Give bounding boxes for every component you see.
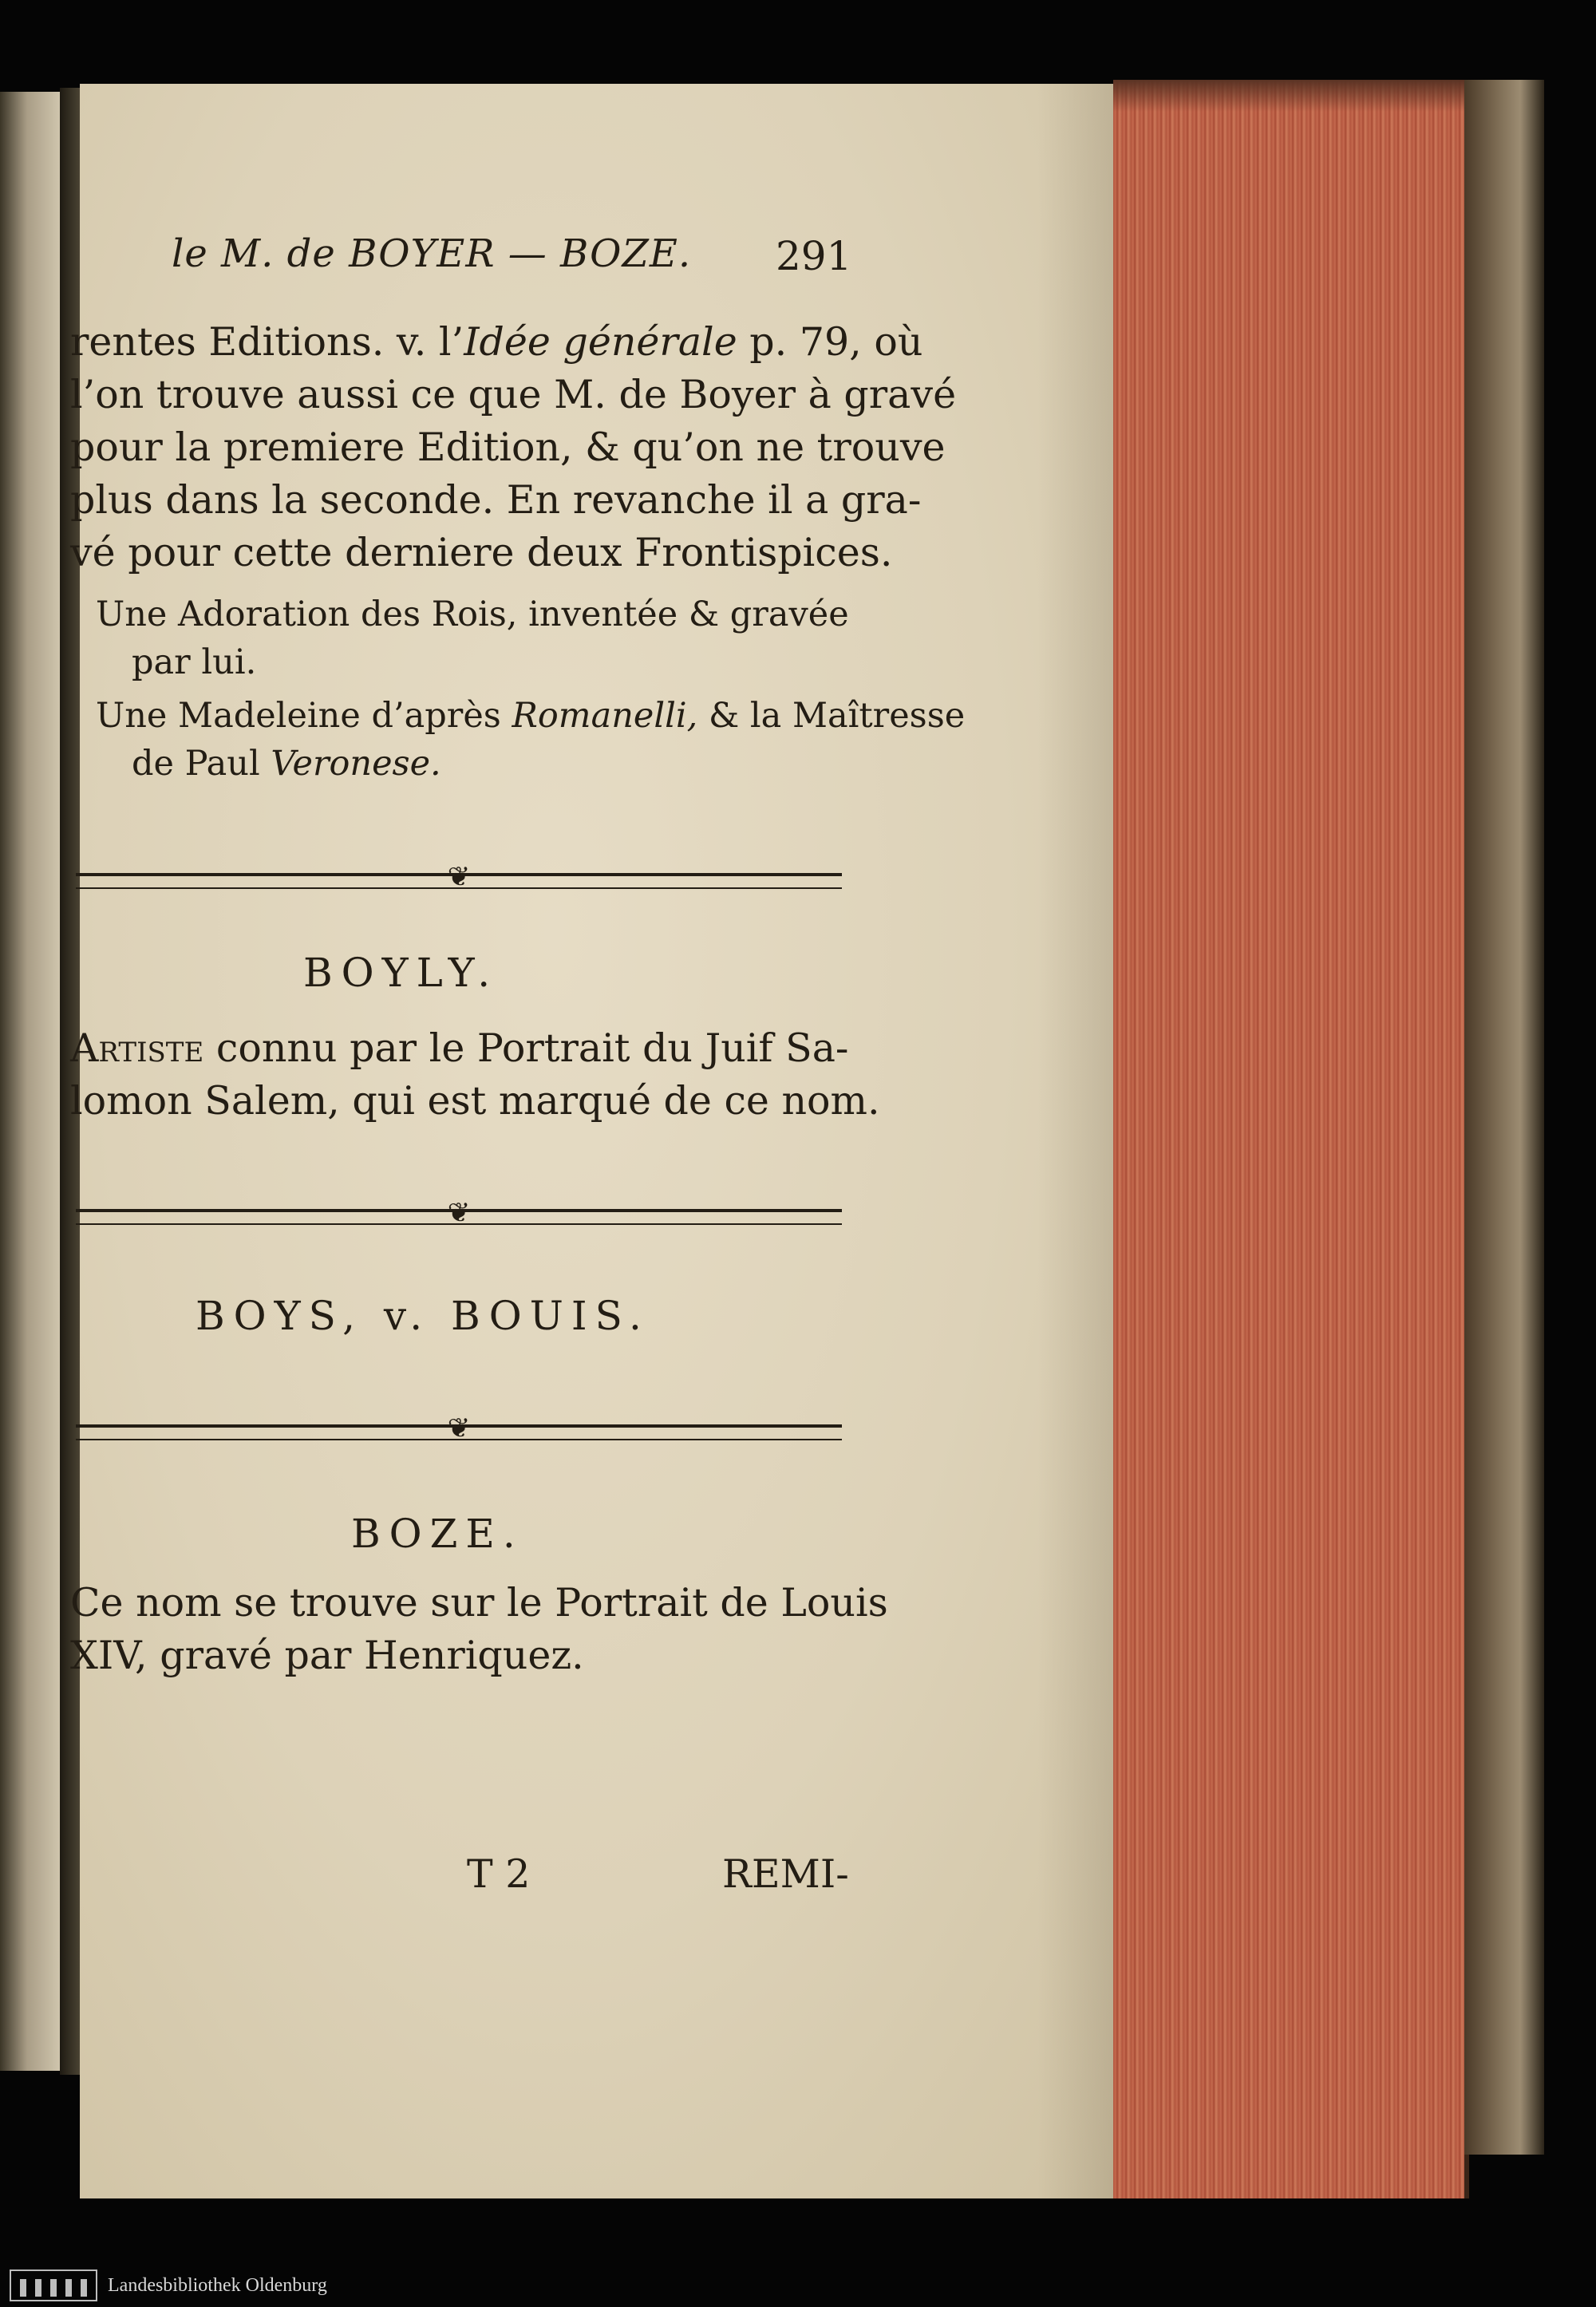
entry-title: BOYS, v. BOUIS. bbox=[196, 1293, 650, 1339]
ornamental-rule bbox=[76, 861, 842, 893]
library-logo-icon bbox=[10, 2269, 97, 2301]
list-item: Une Madeleine d’après Romanelli, & la Maîtresse bbox=[96, 696, 966, 736]
entry-title: BOYLY. bbox=[303, 950, 499, 996]
text-line: plus dans la seconde. En revanche il a gra- bbox=[70, 477, 922, 523]
text-line: pour la premiere Edition, & qu’on ne trouve bbox=[70, 425, 946, 470]
library-name: Landesbibliothek Oldenburg bbox=[108, 2275, 327, 2296]
left-page-edge bbox=[0, 92, 60, 2071]
list-item: par lui. bbox=[132, 642, 257, 682]
text-line: l’on trouve aussi ce que M. de Boyer à gravé bbox=[70, 372, 957, 417]
text-line: vé pour cette derniere deux Frontispices. bbox=[70, 530, 893, 575]
ornament-icon: ❦ bbox=[447, 1412, 471, 1444]
book-edge-shadow bbox=[1113, 80, 1464, 112]
ornament-icon: ❦ bbox=[447, 1197, 471, 1229]
ornamental-rule bbox=[76, 1197, 842, 1229]
text-line: Artiste connu par le Portrait du Juif Sa- bbox=[70, 1025, 849, 1071]
page-number: 291 bbox=[776, 233, 852, 279]
text-line: lomon Salem, qui est marqué de ce nom. bbox=[70, 1078, 880, 1124]
text-line: Ce nom se trouve sur le Portrait de Louis bbox=[70, 1580, 888, 1626]
entry-title: BOZE. bbox=[351, 1511, 523, 1557]
book-red-edge bbox=[1113, 80, 1469, 2198]
text-line: XIV, gravé par Henriquez. bbox=[70, 1633, 584, 1678]
running-title: le M. de BOYER — BOZE. bbox=[172, 231, 692, 276]
ornament-icon: ❦ bbox=[447, 861, 471, 893]
signature-mark: T 2 bbox=[467, 1851, 531, 1897]
ornamental-rule bbox=[76, 1412, 842, 1444]
catchword: REMI- bbox=[722, 1851, 849, 1897]
list-item: Une Adoration des Rois, inventée & gravée bbox=[96, 595, 849, 634]
book-cover bbox=[1464, 80, 1544, 2155]
text-line: rentes Editions. v. l’Idée générale p. 79, où bbox=[70, 319, 923, 365]
list-item: de Paul Veronese. bbox=[132, 744, 441, 784]
